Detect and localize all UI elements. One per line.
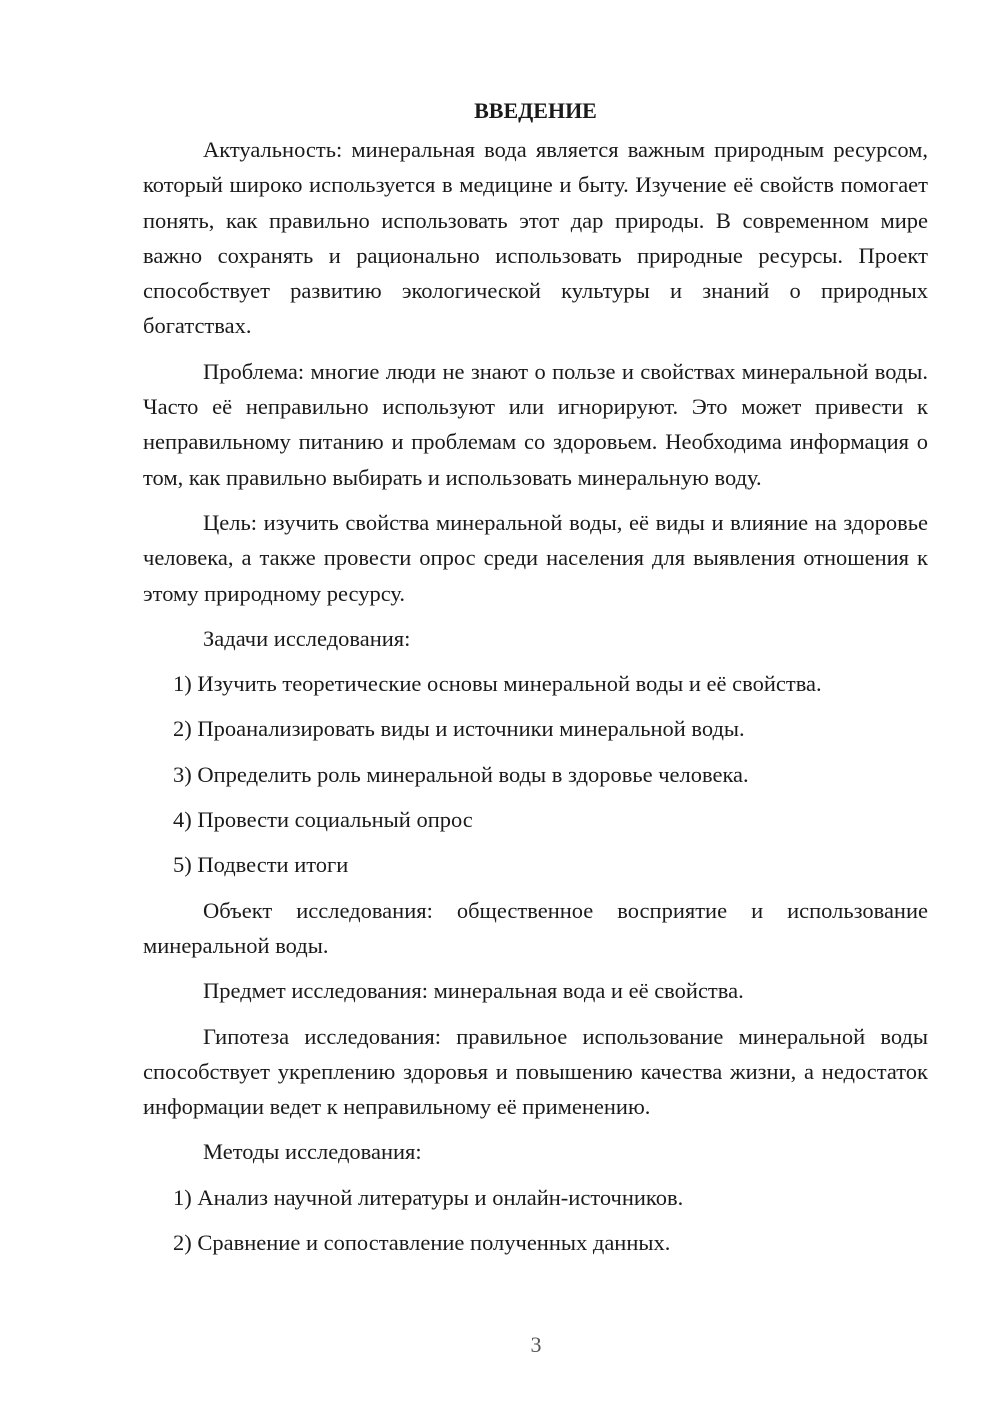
- list-item: 2) Сравнение и сопоставление полученных данных.: [173, 1230, 671, 1256]
- list-item: 5) Подвести итоги: [173, 852, 349, 878]
- list-item: 2) Проанализировать виды и источники минеральной воды.: [173, 716, 745, 742]
- object-paragraph: Объект исследования: общественное восприятие и использование минеральной воды.: [143, 897, 928, 958]
- page-number: 3: [530, 1332, 542, 1357]
- list-item: 1) Анализ научной литературы и онлайн-источников.: [173, 1184, 684, 1210]
- list-item: 4) Провести социальный опрос: [173, 807, 473, 833]
- methods-list: [143, 1180, 928, 1261]
- tasks-list: [143, 666, 928, 882]
- subject-paragraph: Предмет исследования: минеральная вода и её свойства.: [203, 978, 744, 1004]
- tasks-heading: Задачи исследования:: [203, 625, 411, 651]
- problem-paragraph: Проблема: многие люди не знают о пользе и свойствах минеральной воды. Часто её неправильно используют или игнорируют. Это может привести к неправильному питанию и проблемам со здоровьем. Необходима информация о том, как правильно выбирать и использовать минеральную воду.: [143, 358, 928, 490]
- hypothesis-paragraph: Гипотеза исследования: правильное использование минеральной воды способствует укреплению здоровья и повышению качества жизни, а недостаток информации ведет к неправильному её применению.: [143, 1023, 928, 1120]
- relevance-paragraph: Актуальность: минеральная вода является важным природным ресурсом, который широко используется в медицине и быту. Изучение её свойств помогает понять, как правильно использовать этот дар природы. В современном мире важно сохранять и рационально использовать природные ресурсы. Проект способствует развитию экологической культуры и знаний о природных богатствах.: [143, 137, 928, 339]
- list-item: 1) Изучить теоретические основы минеральной воды и её свойства.: [173, 671, 822, 697]
- methods-heading: Методы исследования:: [203, 1139, 422, 1165]
- document-page: [143, 96, 928, 1270]
- goal-paragraph: Цель: изучить свойства минеральной воды, её виды и влияние на здоровье человека, а также провести опрос среди населения для выявления отношения к этому природному ресурсу.: [143, 509, 928, 606]
- list-item: 3) Определить роль минеральной воды в здоровье человека.: [173, 761, 749, 787]
- section-title: ВВЕДЕНИЕ: [474, 98, 597, 123]
